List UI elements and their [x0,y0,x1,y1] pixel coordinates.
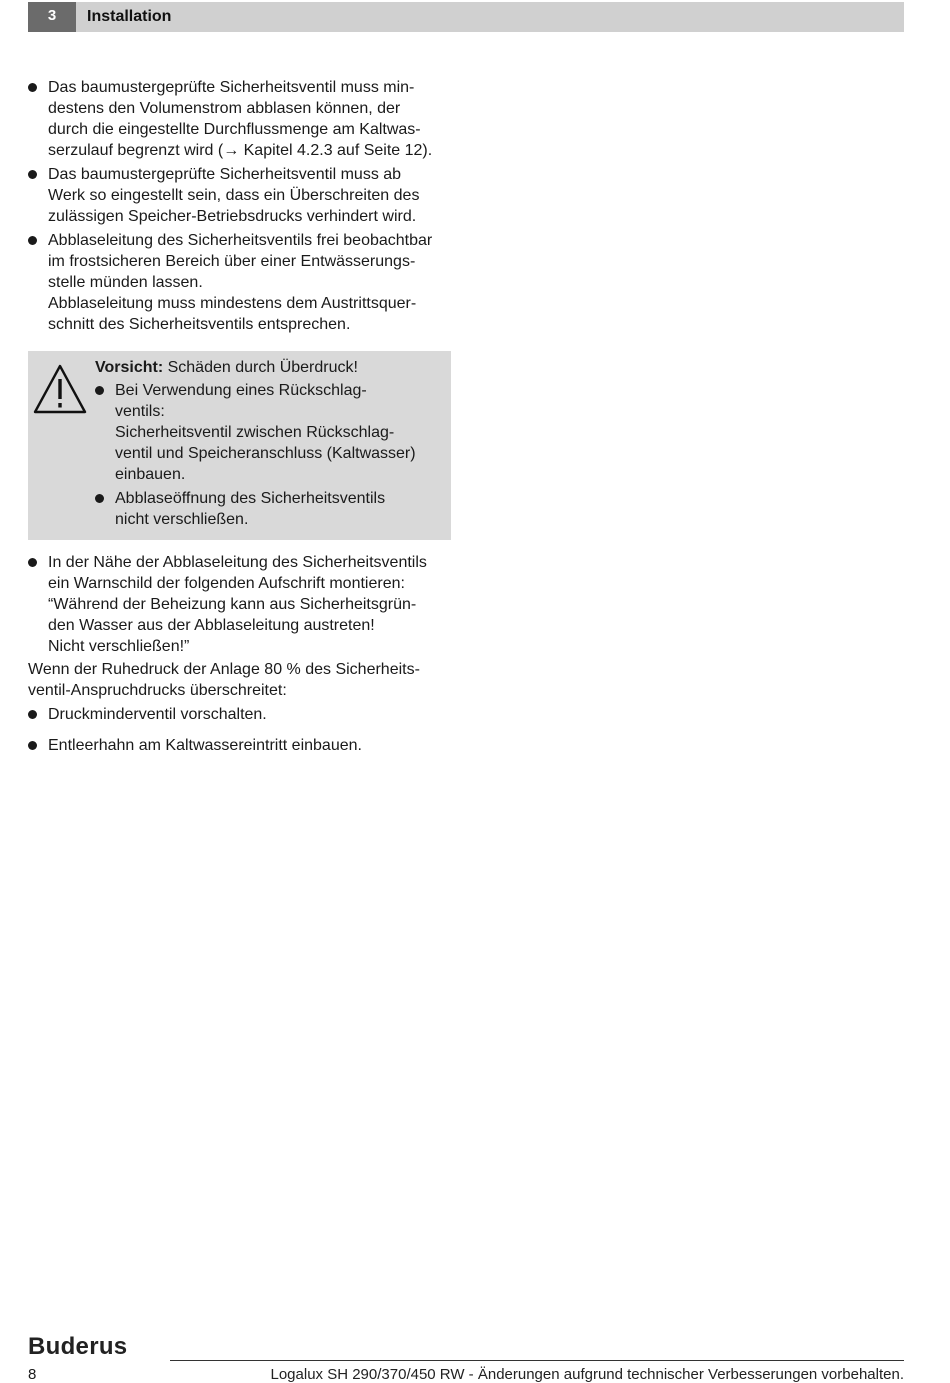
bullet-icon [28,236,37,245]
list-item-text: Entleerhahn am Kaltwassereintritt einbauen. [48,737,362,754]
bullet-icon [95,386,104,395]
bullet-icon [28,558,37,567]
list-item [28,164,453,227]
list-item [28,230,453,335]
chapter-number: 3 [28,2,76,32]
brand-logo: Buderus [28,1333,128,1360]
list-item [95,488,445,530]
page-number: 8 [28,1366,37,1383]
list-item [28,77,453,161]
list-item-text: Das baumustergeprüfte Sicherheitsventil muss min- destens den Volumenstrom abblasen können, der durch die eingestellte Durchflussmenge am Kaltwas- serzulauf begrenzt wird (→ Kapitel 4.2.3 auf Seite 12). [48,79,433,159]
chapter-header [28,2,904,32]
list-item [28,552,453,657]
caution-box [28,351,451,540]
list-item-text: Das baumustergeprüfte Sicherheitsventil muss ab Werk so eingestellt sein, dass ein Überschreiten des zulässigen Speicher-Betriebsdrucks verhindert wird. [48,166,420,225]
chapter-title: Installation [87,8,172,25]
bullet-icon [28,710,37,719]
footer-divider [170,1360,904,1361]
list-item [28,735,453,756]
caution-content [95,357,445,530]
list-item-text: Bei Verwendung eines Rückschlag- ventils: Sicherheitsventil zwischen Rückschlag- ventil und Speicheranschluss (Kaltwasser) einbauen. [115,382,416,483]
list-item [95,380,445,485]
warning-triangle-icon [32,362,88,416]
bullet-icon [95,494,104,503]
bullet-list-top [28,77,453,335]
list-item-text: In der Nähe der Abblaseleitung des Sicherheitsventils ein Warnschild der folgenden Aufschrift montieren: “Während der Beheizung kann aus Sicherheitsgrün- den Wasser aus der Abblaseleitung austreten! Nicht verschließen!” [48,554,427,655]
list-item-text: Abblaseöffnung des Sicherheitsventils nicht verschließen. [115,490,386,528]
caution-label: Vorsicht: [95,359,164,376]
caution-heading-text: Schäden durch Überdruck! [167,359,358,376]
list-item [28,704,453,725]
body-paragraph: Wenn der Ruhedruck der Anlage 80 % des Sicherheits- ventil-Anspruchdrucks überschreitet: [28,661,420,699]
footer-note: Logalux SH 290/370/450 RW - Änderungen aufgrund technischer Verbesserungen vorbehalten. [270,1366,904,1383]
bullet-icon [28,83,37,92]
bullet-icon [28,741,37,750]
list-item-text: Druckminderventil vorschalten. [48,706,267,723]
list-item-text: Abblaseleitung des Sicherheitsventils frei beobachtbar im frostsicheren Bereich über einer Entwässerungs- stelle münden lassen. Abblaseleitung muss mindestens dem Austrittsquer- schnitt des Sicherheitsventils entsprechen. [48,232,433,333]
bullet-icon [28,170,37,179]
caution-heading [95,357,445,378]
bullet-list-bottom [28,552,453,756]
